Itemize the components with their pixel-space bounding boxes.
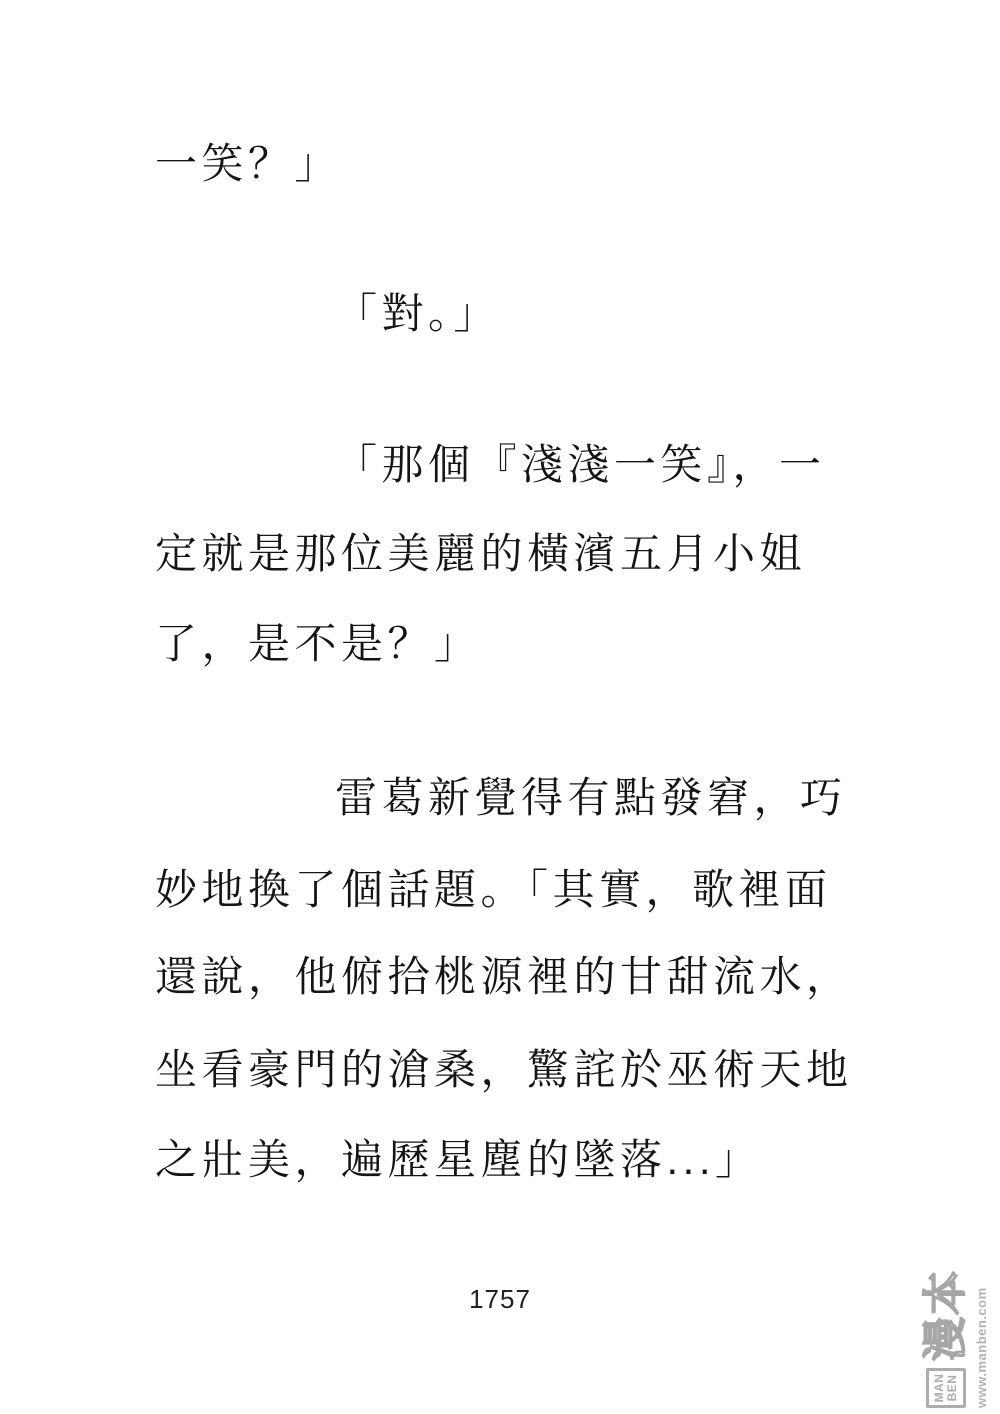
body-text-line: 了，是不是？」 <box>155 620 481 667</box>
body-text-line: 之壯美，遍歷星塵的墜落...」 <box>155 1136 762 1183</box>
page-number: 1757 <box>469 1284 531 1314</box>
body-text-line: 「對。」 <box>335 290 501 337</box>
body-text-line: 一笑？」 <box>155 140 342 187</box>
manben-logo-icon <box>926 1368 966 1408</box>
body-text-line: 坐看豪門的滄桑，驚詫於巫術天地 <box>155 1046 853 1093</box>
watermark-rotated-group <box>920 1240 998 1408</box>
watermark-url-text: www.manben.com <box>974 1287 989 1408</box>
body-text-line: 「那個『淺淺一笑』，一 <box>335 441 826 488</box>
watermark-brand-text: 漫本 <box>921 1269 970 1361</box>
logo-text-top: MAN <box>932 1373 946 1403</box>
body-text-line: 妙地換了個話題。「其實，歌裡面 <box>155 866 832 913</box>
body-text-line: 定就是那位美麗的橫濱五月小姐 <box>155 530 807 577</box>
body-text-line: 還說，他俯拾桃源裡的甘甜流水， <box>155 953 853 1000</box>
body-text-line: 雷葛新覺得有點發窘，巧 <box>335 774 847 821</box>
manben-watermark <box>920 1240 998 1408</box>
logo-text-bottom: BEN <box>945 1374 959 1402</box>
